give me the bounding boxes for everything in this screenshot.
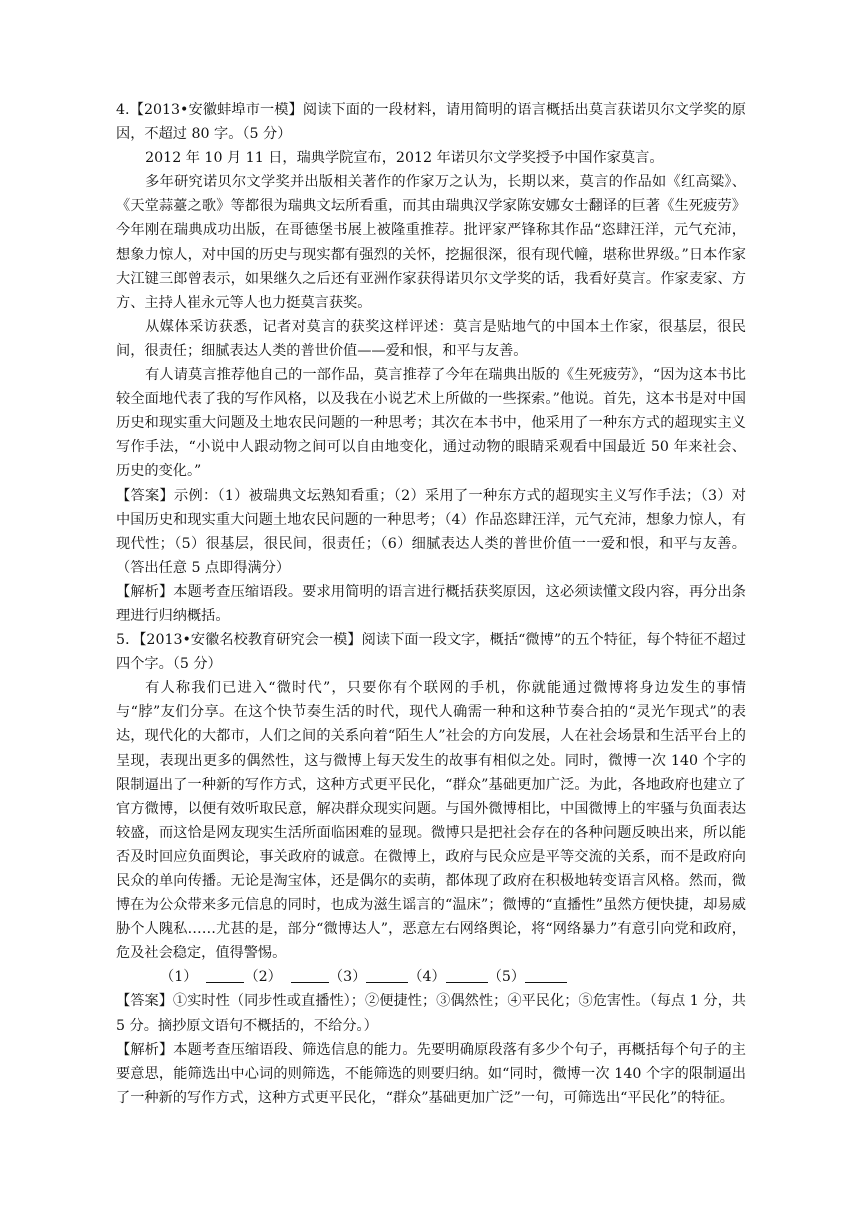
- q5-answer-blanks: [116, 965, 746, 989]
- q4-analysis: 【解析】本题考查压缩语段。要求用简明的语言进行概括获奖原因，这必须读懂文段内容，再分出条理进行归纳概括。: [116, 583, 746, 624]
- blank-label: （4）: [408, 969, 446, 986]
- answer-blank[interactable]: [525, 968, 567, 983]
- blank-label: （3）: [328, 969, 367, 986]
- q5-answer: 【答案】①实时性（同步性或直播性）；②便捷性；③偶然性；④平民化；⑤危害性。（每点 1 分，共 5 分。摘抄原文语句不概括的，不给分。）: [116, 993, 746, 1034]
- q5-stem: 5．【2013•安徽名校教育研究会一模】阅读下面一段文字，概括“微博”的五个特征，每个特征不超过四个字。（5 分）: [116, 632, 746, 673]
- q5-passage: 有人称我们已进入“微时代”，只要你有个联网的手机，你就能通过微博将身边发生的事情与“脖”友们分享。在这个快节奏生活的时代，现代人确需一种和这种节奏合拍的“灵光乍现式”的表达，现代化的大都市，人们之间的关系向着“陌生人”社会的方向发展，人在社会场景和生活平台上的呈现，表现出更多的偶然性，这与微博上每天发生的故事有相似之处。同时，微博一次 140 个字的限制逼出了一种新的写作方式，这种方式更平民化，“群众”基础更加广泛。为此，各地政府也建立了官方微博，以便有效听取民意，解决群众现实问题。与国外微博相比，中国微博上的牢骚与负面表达较盛，而这恰是网友现实生活所面临困难的显现。微博只是把社会存在的各种问题反映出来，所以能否及时回应负面舆论，事关政府的诚意。在微博上，政府与民众应是平等交流的关系，而不是政府向民众的单向传播。无论是淘宝体，还是偶尔的卖萌，都体现了政府在积极地转变语言风格。然而，微博在为公众带来多元信息的同时，也成为滋生谣言的“温床”；微博的“直播性”虽然方便快捷，却易威胁个人隗私……尤甚的是，部分“微博达人”，恶意左右网络舆论，将“网络暴力”有意引向党和政府，危及社会稳定，值得警惕。: [116, 680, 746, 962]
- answer-blank[interactable]: [366, 968, 408, 983]
- document-page: [116, 98, 746, 1110]
- q4-paragraph: 2012 年 10 月 11 日，瑞典学院宣布，2012 年诺贝尔文学奖授予中国作家莫言。: [145, 150, 664, 167]
- answer-blank[interactable]: [291, 968, 329, 983]
- answer-blank[interactable]: [446, 968, 488, 983]
- q5-analysis: 【解析】本题考查压缩语段、筛选信息的能力。先要明确原段落有多少个句子，再概括每个句子的主要意思，能筛选出中心词的则筛选，不能筛选的则要归纳。如“同时，微博一次 140 个字的限制逼出了一种新的写作方式，这种方式更平民化，“群众”基础更加广泛”一句，可筛选出“平民化”的特征。: [116, 1041, 746, 1106]
- blank-label: （5）: [487, 969, 526, 986]
- blank-label: （1）: [160, 969, 198, 986]
- blank-label: （2）: [244, 969, 282, 986]
- q4-paragraph: 多年研究诺贝尔文学奖并出版相关著作的作家万之认为，长期以来，莫言的作品如《红高粱》、《天堂蒜薹之歌》等都很为瑞典文坛所看重，而其由瑞典汉学家陈安娜女士翻译的巨著《生死疲劳》今年刚在瑞典成功出版，在哥德堡书展上被隆重推荐。批评家严锋称其作品“恣肆汪洋，元气充沛，想象力惊人，对中国的历史与现实都有强烈的关怀，挖掘很深，很有现代幢，堪称世界级。”日本作家大江键三郎曾表示，如果继久之后还有亚洲作家获得诺贝尔文学奖的话，我看好莫言。作家麦家、方方、主持人崔永元等人也力挺莫言获奖。: [116, 174, 746, 311]
- q4-stem: 4.【2013•安徽蚌埠市一模】阅读下面的一段材料，请用简明的语言概括出莫言获诺贝尔文学奖的原因，不超过 80 字。（5 分）: [116, 102, 746, 143]
- q4-answer: 【答案】示例：（1）被瑞典文坛熟知看重；（2）采用了一种东方式的超现实主义写作手法；（3）对中国历史和现实重大问题土地农民问题的一种思考；（4）作品恣肆汪洋，元气充沛，想象力惊人，有现代性；（5）很基层，很民间，很责任；（6）细腻表达人类的普世价值一一爱和恨，和平与友善。（答出任意 5 点即得满分）: [116, 487, 746, 576]
- q4-paragraph: 从媒体采访获悉，记者对莫言的获奖这样评述：莫言是贴地气的中国本土作家，很基层，很民间，很责任；细腻表达人类的普世价值——爱和恨，和平与友善。: [116, 318, 746, 359]
- answer-blank[interactable]: [206, 968, 244, 983]
- q4-paragraph: 有人请莫言推荐他自己的一部作品，莫言推荐了今年在瑞典出版的《生死疲劳》，“因为这本书比较全面地代表了我的写作风格，以及我在小说艺术上所做的一些探索。”他说。首先，这本书是对中国历史和现实重大问题及土地农民问题的一种思考；其次在本书中，他采用了一种东方式的超现实主义写作手法，“小说中人跟动物之间可以自由地变化，通过动物的眼睛采观看中国最近 50 年来社会、历史的变化。”: [116, 367, 746, 480]
